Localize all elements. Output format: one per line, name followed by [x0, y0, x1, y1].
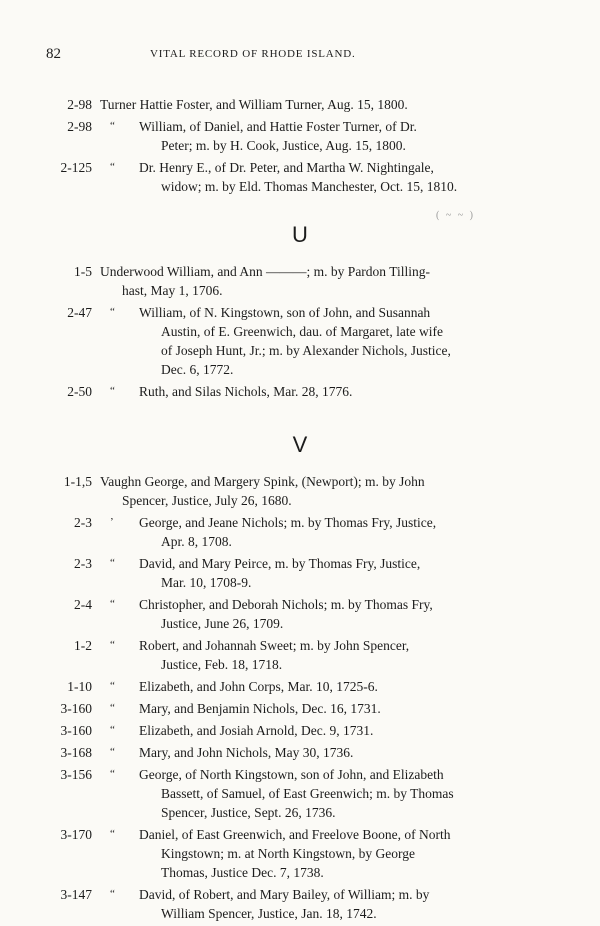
- record-line: David, and Mary Peirce, m. by Thomas Fry, Justice,: [139, 556, 421, 571]
- record-reference: 3-160: [60, 701, 92, 716]
- record-line: Peter; m. by H. Cook, Justice, Aug. 15, 1800.: [161, 138, 406, 153]
- record-line: Christopher, and Deborah Nichols; m. by Thomas Fry,: [139, 597, 433, 612]
- record-reference: 3-168: [60, 745, 92, 760]
- record-reference: 2-98: [67, 97, 92, 112]
- ditto-mark: “: [110, 702, 115, 714]
- record-entry: [0, 554, 600, 592]
- record-entry: [0, 513, 600, 551]
- record-line: widow; m. by Eld. Thomas Manchester, Oct. 15, 1810.: [161, 179, 458, 194]
- record-entry: [0, 595, 600, 633]
- ditto-mark: “: [110, 828, 115, 840]
- record-line: Austin, of E. Greenwich, dau. of Margaret, late wife: [161, 324, 444, 339]
- record-entry: [0, 95, 600, 114]
- record-line: Bassett, of Samuel, of East Greenwich; m. by Thomas: [161, 786, 454, 801]
- record-text: [139, 765, 536, 822]
- record-line: Apr. 8, 1708.: [161, 534, 232, 549]
- record-text: [139, 699, 536, 718]
- record-entry: [0, 303, 600, 379]
- ditto-mark: “: [110, 746, 115, 758]
- record-reference: 2-47: [67, 305, 92, 320]
- record-reference: 3-147: [60, 887, 92, 902]
- ditto-mark: “: [110, 161, 115, 173]
- record-line: of Joseph Hunt, Jr.; m. by Alexander Nichols, Justice,: [161, 343, 451, 358]
- running-head: VITAL RECORD OF RHODE ISLAND.: [150, 48, 356, 60]
- record-reference: 2-3: [74, 515, 92, 530]
- record-line: Spencer, Justice, Sept. 26, 1736.: [161, 805, 336, 820]
- entries-t: [0, 95, 600, 199]
- record-text: [100, 262, 536, 300]
- record-reference: 2-50: [67, 384, 92, 399]
- entries-v: [0, 472, 600, 926]
- record-line: Mar. 10, 1708-9.: [161, 575, 252, 590]
- record-line: Justice, June 26, 1709.: [161, 616, 284, 631]
- record-line: Vaughn George, and Margery Spink, (Newport); m. by John: [100, 474, 425, 489]
- record-entry: [0, 743, 600, 762]
- record-text: [139, 513, 536, 551]
- record-entry: [0, 825, 600, 882]
- ditto-mark: “: [110, 768, 115, 780]
- entries-u: [0, 262, 600, 404]
- record-line: William Spencer, Justice, Jan. 18, 1742.: [161, 906, 377, 921]
- ditto-mark: “: [110, 724, 115, 736]
- ditto-mark: “: [110, 680, 115, 692]
- record-line: Mary, and John Nichols, May 30, 1736.: [139, 745, 354, 760]
- section-letter-v: V: [292, 432, 308, 457]
- record-line: Turner Hattie Foster, and William Turner, Aug. 15, 1800.: [100, 97, 408, 112]
- ditto-mark: “: [110, 888, 115, 900]
- ditto-mark: “: [110, 120, 115, 132]
- record-entry: [0, 382, 600, 401]
- record-line: George, and Jeane Nichols; m. by Thomas Fry, Justice,: [139, 515, 437, 530]
- record-line: Elizabeth, and John Corps, Mar. 10, 1725-6.: [139, 679, 378, 694]
- record-line: hast, May 1, 1706.: [122, 283, 223, 298]
- page-number: 82: [46, 46, 61, 62]
- record-text: [139, 743, 536, 762]
- record-entry: [0, 885, 600, 923]
- ditto-mark: “: [110, 598, 115, 610]
- ditto-mark: “: [110, 639, 115, 651]
- record-line: Kingstown; m. at North Kingstown, by George: [161, 846, 415, 861]
- record-text: [139, 885, 536, 923]
- record-line: Ruth, and Silas Nichols, Mar. 28, 1776.: [139, 384, 353, 399]
- record-entry: [0, 677, 600, 696]
- record-text: [139, 825, 536, 882]
- record-text: [139, 303, 536, 379]
- record-reference: 2-4: [74, 597, 92, 612]
- record-reference: 3-160: [60, 723, 92, 738]
- record-text: [139, 158, 536, 196]
- ditto-mark: “: [110, 306, 115, 318]
- record-line: William, of Daniel, and Hattie Foster Turner, of Dr.: [139, 119, 417, 134]
- record-text: [100, 95, 536, 114]
- record-reference: 2-98: [67, 119, 92, 134]
- record-text: [139, 554, 536, 592]
- page-header: [0, 46, 600, 70]
- record-line: Robert, and Johannah Sweet; m. by John Spencer,: [139, 638, 410, 653]
- record-text: [139, 677, 536, 696]
- record-line: William, of N. Kingstown, son of John, and Susannah: [139, 305, 431, 320]
- record-reference: 2-3: [74, 556, 92, 571]
- record-line: Spencer, Justice, July 26, 1680.: [122, 493, 292, 508]
- record-line: Daniel, of East Greenwich, and Freelove Boone, of North: [139, 827, 451, 842]
- record-entry: [0, 636, 600, 674]
- record-entry: [0, 262, 600, 300]
- record-line: Dr. Henry E., of Dr. Peter, and Martha W. Nightingale,: [139, 160, 434, 175]
- record-line: Thomas, Justice Dec. 7, 1738.: [161, 865, 324, 880]
- record-reference: 1-2: [74, 638, 92, 653]
- record-line: Justice, Feb. 18, 1718.: [161, 657, 283, 672]
- ditto-mark: ’: [110, 516, 114, 528]
- record-line: Elizabeth, and Josiah Arnold, Dec. 9, 1731.: [139, 723, 374, 738]
- record-line: Mary, and Benjamin Nichols, Dec. 16, 1731.: [139, 701, 381, 716]
- record-entry: [0, 117, 600, 155]
- record-entry: [0, 158, 600, 196]
- record-text: [139, 595, 536, 633]
- record-reference: 3-170: [60, 827, 92, 842]
- record-entry: [0, 721, 600, 740]
- record-text: [139, 117, 536, 155]
- record-reference: 3-156: [60, 767, 92, 782]
- record-line: Underwood William, and Ann ———; m. by Pardon Tilling-: [100, 264, 430, 279]
- ditto-mark: “: [110, 557, 115, 569]
- record-line: George, of North Kingstown, son of John, and Elizabeth: [139, 767, 444, 782]
- record-line: David, of Robert, and Mary Bailey, of William; m. by: [139, 887, 430, 902]
- record-text: [139, 721, 536, 740]
- section-letter-u: U: [292, 222, 308, 247]
- record-line: Dec. 6, 1772.: [161, 362, 234, 377]
- ink-smudge: ( ~ ~ ): [436, 210, 475, 221]
- record-text: [139, 382, 536, 401]
- record-entry: [0, 699, 600, 718]
- record-reference: 1-5: [74, 264, 92, 279]
- record-reference: 2-125: [60, 160, 92, 175]
- record-entry: [0, 472, 600, 510]
- record-text: [100, 472, 536, 510]
- ditto-mark: “: [110, 385, 115, 397]
- record-entry: [0, 765, 600, 822]
- record-text: [139, 636, 536, 674]
- record-reference: 1-1,5: [63, 474, 92, 489]
- record-reference: 1-10: [67, 679, 92, 694]
